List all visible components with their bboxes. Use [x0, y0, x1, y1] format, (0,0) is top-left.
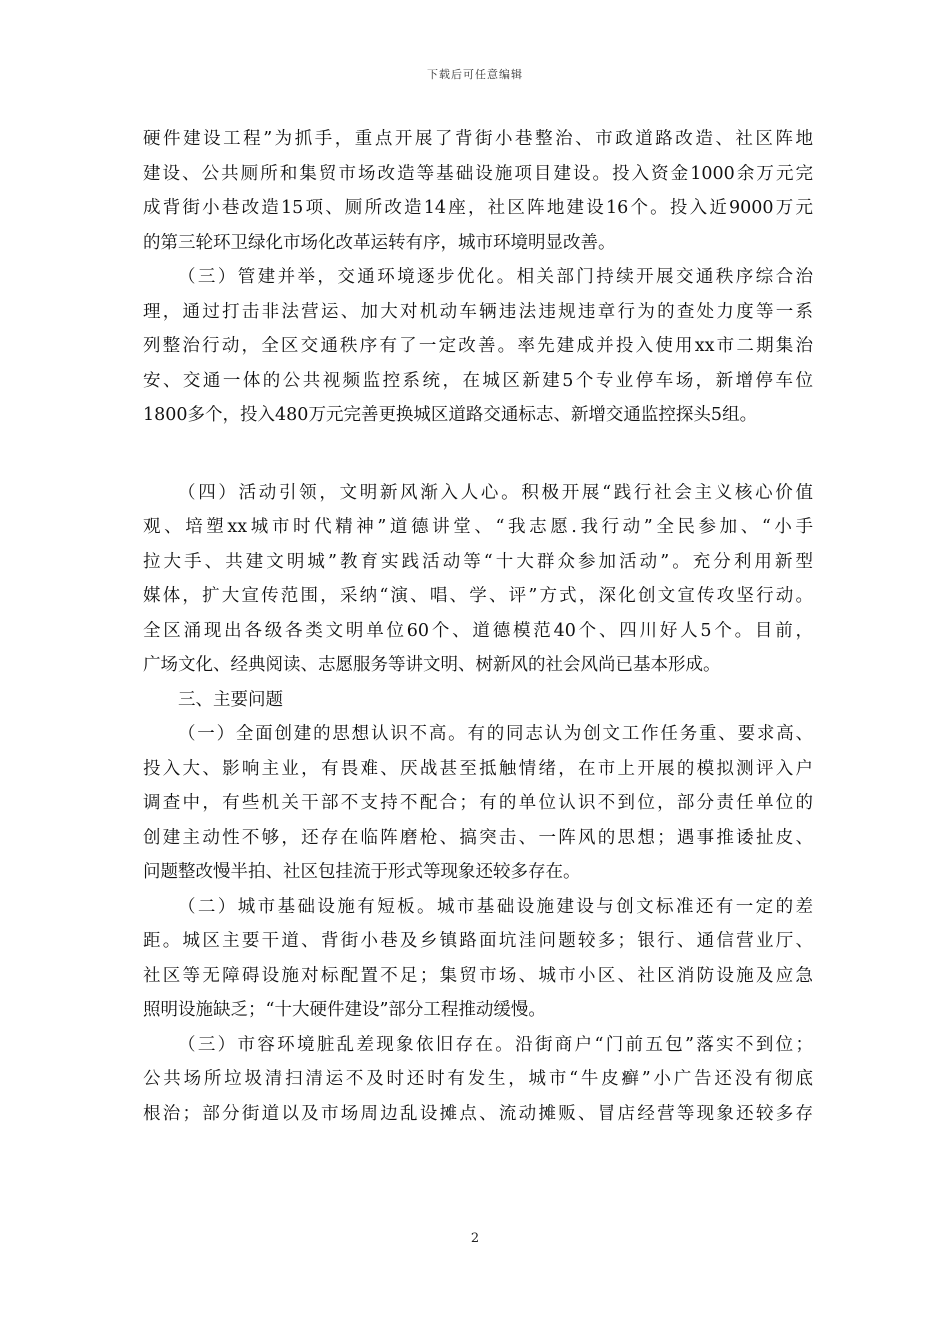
- text-line: 全区涌现出各级各类文明单位60个、道德模范40个、四川好人5个。目前，: [143, 620, 813, 641]
- text-line: 观、培塑xx城市时代精神”道德讲堂、“我志愿.我行动”全民参加、“小手: [143, 517, 813, 537]
- paragraph-infrastructure-continued: [143, 122, 813, 260]
- text-line: （三）管建并举，交通环境逐步优化。相关部门持续开展交通秩序综合治: [178, 267, 813, 287]
- paragraph-infrastructure-shortcomings: [143, 890, 813, 1028]
- text-line: 社区等无障碍设施对标配置不足；集贸市场、城市小区、社区消防设施及应急: [143, 965, 813, 986]
- paragraph-awareness: [143, 717, 813, 890]
- paragraph-traffic: [143, 260, 813, 433]
- paragraph-spacer: [143, 433, 813, 476]
- text-line: 建设、公共厕所和集贸市场改造等基础设施项目建设。投入资金1000余万元完: [143, 163, 813, 184]
- page-number: 2: [470, 1231, 480, 1246]
- text-line: （一）全面创建的思想认识不高。有的同志认为创文工作任务重、要求高、: [178, 724, 813, 744]
- text-line: 的第三轮环卫绿化市场化改革运转有序，城市环境明显改善。: [143, 232, 616, 253]
- text-line: 媒体，扩大宣传范围，采纳“演、唱、学、评”方式，深化创文宣传攻坚行动。: [143, 586, 813, 606]
- document-body: [143, 122, 813, 1131]
- text-line: 问题整改慢半拍、社区包挂流于形式等现象还较多存在。: [143, 862, 581, 882]
- text-line: 1800多个，投入480万元完善更换城区道路交通标志、新增交通监控探头5组。: [143, 405, 758, 425]
- text-line: 广场文化、经典阅读、志愿服务等讲文明、树新风的社会风尚已基本形成。: [143, 655, 721, 675]
- paragraph-city-appearance: [143, 1028, 813, 1132]
- text-line: 理，通过打击非法营运、加大对机动车辆违法违规违章行为的查处力度等一系: [143, 301, 813, 322]
- text-line: （四）活动引领，文明新风渐入人心。积极开展“践行社会主义核心价值: [178, 482, 813, 503]
- section-heading: 三、主要问题: [178, 689, 283, 710]
- page-header: 下载后可任意编辑: [427, 68, 523, 81]
- text-line: 投入大、影响主业，有畏难、厌战甚至抵触情绪，在市上开展的模拟测评入户: [143, 758, 813, 779]
- text-line: 距。城区主要干道、背街小巷及乡镇路面坑洼问题较多；银行、通信营业厅、: [143, 931, 813, 951]
- text-line: 成背街小巷改造15项、厕所改造14座，社区阵地建设16个。投入近9000万元: [143, 198, 813, 218]
- text-line: 硬件建设工程”为抓手，重点开展了背街小巷整治、市政道路改造、社区阵地: [143, 129, 813, 149]
- text-line: 创建主动性不够，还存在临阵磨枪、搞突击、一阵风的思想；遇事推诿扯皮、: [143, 827, 813, 848]
- text-line: 调查中，有些机关干部不支持不配合；有的单位认识不到位，部分责任单位的: [143, 793, 813, 813]
- text-line: 照明设施缺乏；“十大硬件建设”部分工程推动缓慢。: [143, 1000, 546, 1020]
- text-line: 安、交通一体的公共视频监控系统，在城区新建5个专业停车场，新增停车位: [143, 370, 813, 391]
- text-line: 列整治行动，全区交通秩序有了一定改善。率先建成并投入使用xx市二期集治: [143, 336, 813, 356]
- section-heading-main-problems: [143, 683, 813, 718]
- text-line: 根治；部分街道以及市场周边乱设摊点、流动摊贩、冒店经营等现象还较多存: [143, 1103, 813, 1124]
- text-line: （二）城市基础设施有短板。城市基础设施建设与创文标准还有一定的差: [178, 896, 813, 917]
- text-line: （三）市容环境脏乱差现象依旧存在。沿街商户“门前五包”落实不到位；: [178, 1034, 813, 1055]
- paragraph-activities: [143, 476, 813, 683]
- text-line: 公共场所垃圾清扫清运不及时还时有发生，城市“牛皮癣”小广告还没有彻底: [143, 1069, 813, 1089]
- text-line: 拉大手、共建文明城”教育实践活动等“十大群众参加活动”。充分利用新型: [143, 551, 813, 572]
